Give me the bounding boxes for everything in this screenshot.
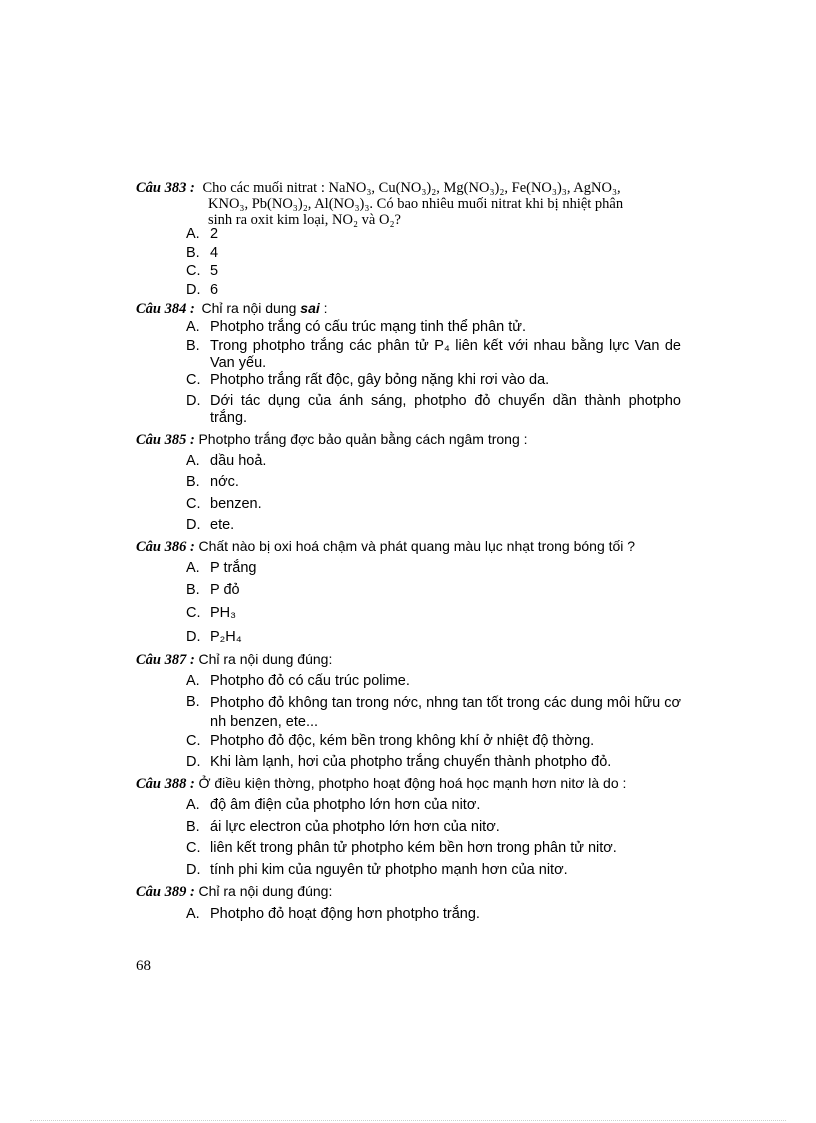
stem-text: :: [319, 300, 328, 316]
option-letter: C.: [186, 605, 201, 621]
option-d[interactable]: [186, 282, 681, 299]
option-a[interactable]: [186, 560, 681, 577]
question-label: Câu 384 :: [136, 301, 195, 317]
option-d[interactable]: [186, 629, 681, 646]
option-c[interactable]: [186, 372, 681, 389]
option-a[interactable]: [186, 797, 681, 814]
option-text: 2: [210, 226, 219, 242]
option-d[interactable]: [186, 393, 681, 427]
option-a[interactable]: [186, 319, 681, 336]
option-text: benzen.: [210, 496, 262, 512]
option-text: dầu hoả.: [210, 453, 267, 469]
option-text: Photpho trắng có cấu trúc mạng tinh thể phân tử.: [210, 319, 527, 335]
option-text: Trong photpho trắng các phân tử P₄ liên kết với nhau bằng lực Van de Van yếu.: [210, 338, 681, 371]
option-letter: A.: [186, 560, 200, 576]
option-text: P trắng: [210, 560, 257, 576]
stem-text: Chỉ ra nội dung: [201, 300, 301, 316]
option-text: PH₃: [210, 605, 237, 621]
option-b[interactable]: [186, 474, 681, 491]
option-text: tính phi kim của nguyên tử photpho mạnh hơn của nitơ.: [210, 862, 568, 878]
option-text: 5: [210, 263, 219, 279]
option-letter: A.: [186, 226, 200, 242]
option-text: Khi làm lạnh, hơi của photpho trắng chuyển thành photpho đỏ.: [210, 754, 612, 770]
option-text: P đỏ: [210, 582, 240, 598]
question-384: [136, 300, 681, 318]
option-a[interactable]: [186, 453, 681, 470]
option-text: ái lực electron của photpho lớn hơn của nitơ.: [210, 819, 500, 835]
option-a[interactable]: [186, 906, 681, 923]
option-letter: B.: [186, 694, 200, 710]
option-text: 6: [210, 282, 219, 298]
question-label: Câu 387 :: [136, 652, 195, 668]
question-383-stem-cont: [208, 196, 681, 213]
option-c[interactable]: [186, 496, 681, 513]
option-letter: A.: [186, 319, 200, 335]
question-386: [136, 538, 681, 556]
option-letter: A.: [186, 906, 200, 922]
question-stem: [201, 300, 327, 316]
question-stem-line: sinh ra oxit kim loại, NO₂ và O₂?: [208, 212, 401, 228]
question-label: Câu 385 :: [136, 432, 195, 448]
option-text: độ âm điện của photpho lớn hơn của nitơ.: [210, 797, 481, 813]
option-letter: D.: [186, 862, 201, 878]
question-stem-line: Cho các muối nitrat : NaNO₃, Cu(NO₃)₂, Mg(NO₃)₂, Fe(NO₃)₃, AgNO₃,: [202, 180, 621, 196]
option-b[interactable]: [186, 245, 681, 262]
option-b[interactable]: [186, 582, 681, 599]
option-text: nớc.: [210, 474, 239, 490]
question-label: Câu 389 :: [136, 884, 195, 900]
option-text: P₂H₄: [210, 629, 242, 645]
option-text: Photpho trắng rất độc, gây bỏng nặng khi rơi vào da.: [210, 372, 550, 388]
option-letter: B.: [186, 819, 200, 835]
option-c[interactable]: [186, 263, 681, 280]
question-stem: Chỉ ra nội dung đúng:: [198, 651, 333, 667]
option-a[interactable]: [186, 226, 681, 243]
option-letter: D.: [186, 282, 201, 298]
option-d[interactable]: [186, 754, 681, 771]
option-a[interactable]: [186, 673, 681, 690]
question-385: [136, 431, 681, 449]
question-387: [136, 651, 681, 669]
option-d[interactable]: [186, 517, 681, 534]
page-number: 68: [136, 958, 151, 974]
option-letter: C.: [186, 372, 201, 388]
option-letter: D.: [186, 393, 201, 409]
option-letter: C.: [186, 263, 201, 279]
question-388: [136, 775, 681, 793]
option-d[interactable]: [186, 862, 681, 879]
option-b[interactable]: [186, 338, 681, 372]
stem-emphasis: sai: [300, 300, 320, 316]
page-bottom-divider: [30, 1120, 786, 1121]
question-stem-line: KNO₃, Pb(NO₃)₂, Al(NO₃)₃. Có bao nhiêu muối nitrat khi bị nhiệt phân: [208, 196, 624, 212]
option-letter: B.: [186, 338, 200, 354]
option-text: 4: [210, 245, 219, 261]
option-text: Photpho đỏ không tan trong nớc, nhng tan tốt trong các dung môi hữu cơ nh benzen, ete...: [210, 695, 681, 730]
option-text: liên kết trong phân tử photpho kém bền hơn trong phân tử nitơ.: [210, 840, 617, 856]
option-b[interactable]: [186, 819, 681, 836]
option-letter: A.: [186, 453, 200, 469]
option-letter: C.: [186, 733, 201, 749]
option-c[interactable]: [186, 840, 681, 857]
option-c[interactable]: [186, 605, 681, 622]
option-letter: C.: [186, 496, 201, 512]
option-letter: D.: [186, 754, 201, 770]
option-letter: B.: [186, 582, 200, 598]
question-label: Câu 388 :: [136, 776, 195, 792]
option-letter: C.: [186, 840, 201, 856]
option-letter: A.: [186, 797, 200, 813]
option-text: ete.: [210, 517, 235, 533]
question-383: [136, 180, 681, 197]
option-c[interactable]: [186, 733, 681, 750]
option-text: Photpho đỏ độc, kém bền trong không khí ở nhiệt độ thờng.: [210, 733, 595, 749]
question-stem: Chất nào bị oxi hoá chậm và phát quang màu lục nhạt trong bóng tối ?: [198, 538, 636, 554]
option-letter: D.: [186, 517, 201, 533]
option-letter: A.: [186, 673, 200, 689]
option-letter: B.: [186, 245, 200, 261]
question-stem: Chỉ ra nội dung đúng:: [198, 883, 333, 899]
question-stem: Ở điều kiện thờng, photpho hoạt động hoá học mạnh hơn nitơ là do :: [198, 775, 627, 791]
option-text: Photpho đỏ hoạt động hơn photpho trắng.: [210, 906, 480, 922]
option-letter: B.: [186, 474, 200, 490]
option-b[interactable]: [186, 694, 681, 732]
question-stem: Photpho trắng đợc bảo quản bằng cách ngâm trong :: [198, 431, 528, 447]
option-text: Photpho đỏ có cấu trúc polime.: [210, 673, 410, 689]
option-letter: D.: [186, 629, 201, 645]
question-389: [136, 883, 681, 901]
option-text: Dới tác dụng của ánh sáng, photpho đỏ chuyển dần thành photpho trắng.: [210, 393, 681, 426]
question-label: Câu 386 :: [136, 539, 195, 555]
question-label: Câu 383 :: [136, 180, 195, 196]
